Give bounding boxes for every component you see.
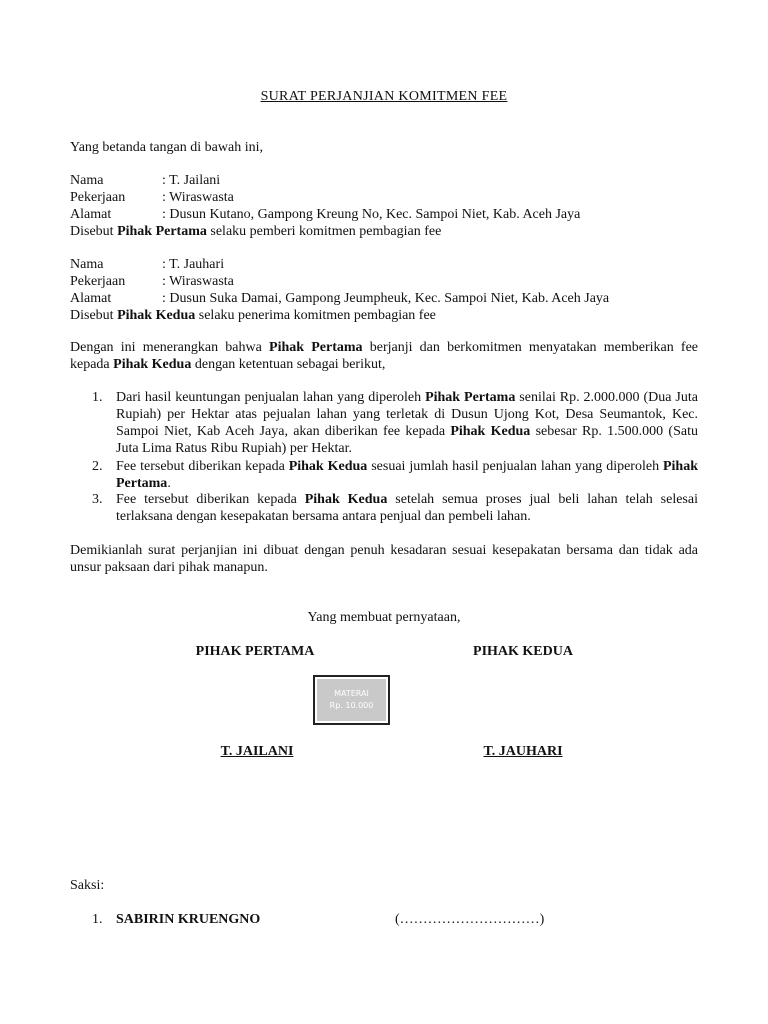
party1-name-label: Nama xyxy=(70,173,104,188)
party2-role-name: Pihak Kedua xyxy=(117,308,196,323)
party1-address-label: Alamat xyxy=(70,207,112,222)
term-item-1 xyxy=(92,389,698,457)
statement-paragraph: Dengan ini menerangkan bahwa Pihak Pertama berjanji dan berkomitmen menyatakan memberikan fee kepada Pihak Kedua dengan ketentuan sebagai berikut, xyxy=(70,340,698,372)
party1-job-value: : Wiraswasta xyxy=(162,190,234,205)
second-party-signatory: T. JAUHARI xyxy=(483,744,563,759)
witness-number: 1. xyxy=(92,912,103,927)
duty-stamp xyxy=(313,675,390,725)
witness-label: Saksi: xyxy=(70,878,105,893)
party2-address-label: Alamat xyxy=(70,291,112,306)
party1-role-name: Pihak Pertama xyxy=(117,224,207,239)
first-party-heading: PIHAK PERTAMA xyxy=(195,644,315,659)
stamp-label: MATERAI xyxy=(334,689,369,698)
term-number: 1. xyxy=(92,390,103,405)
second-party-heading: PIHAK KEDUA xyxy=(473,644,573,659)
party1-address-value: : Dusun Kutano, Gampong Kreung No, Kec. Sampoi Niet, Kab. Aceh Jaya xyxy=(162,207,581,222)
maker-caption: Yang membuat pernyataan, xyxy=(307,610,461,625)
closing-paragraph: Demikianlah surat perjanjian ini dibuat dengan penuh kesadaran sesuai kesepakatan bersama dan tidak ada unsur paksaan dari pihak manapun. xyxy=(70,543,698,575)
party1-job-label: Pekerjaan xyxy=(70,190,126,205)
document-title: SURAT PERJANJIAN KOMITMEN FEE xyxy=(260,89,508,104)
party2-name-label: Nama xyxy=(70,257,104,272)
term-text: Fee tersebut diberikan kepada Pihak Kedua sesuai jumlah hasil penjualan lahan yang diperoleh Pihak Pertama. xyxy=(116,459,698,491)
party2-name-value: : T. Jauhari xyxy=(162,257,225,272)
intro-text: Yang betanda tangan di bawah ini, xyxy=(70,140,263,155)
witness-signature-line: (…………………………) xyxy=(395,912,545,927)
term-number: 3. xyxy=(92,492,103,507)
term-text: Fee tersebut diberikan kepada Pihak Kedua setelah semua proses jual beli lahan telah selesai terlaksana dengan kesepakatan bersama antara penjual dan pembeli lahan. xyxy=(116,492,698,524)
first-party-signatory: T. JAILANI xyxy=(220,744,294,759)
term-item-2 xyxy=(92,458,698,492)
party2-address-value: : Dusun Suka Damai, Gampong Jeumpheuk, Kec. Sampoi Niet, Kab. Aceh Jaya xyxy=(162,291,610,306)
party1-name-value: : T. Jailani xyxy=(162,173,221,188)
term-item-3 xyxy=(92,491,698,525)
term-number: 2. xyxy=(92,459,103,474)
witness-name: SABIRIN KRUENGNO xyxy=(116,912,261,927)
party1-role: Disebut Pihak Pertama selaku pemberi komitmen pembagian fee xyxy=(70,224,442,239)
term-text: Dari hasil keuntungan penjualan lahan yang diperoleh Pihak Pertama senilai Rp. 2.000.000 (Dua Juta Rupiah) per Hektar atas pejualan lahan yang terletak di Dusun Ujong Kot, Desa Seumantok, Kec. Sampoi Niet, Kab Aceh Jaya, akan diberikan fee kepada Pihak Kedua sebesar Rp. 1.500.000 (Satu Juta Lima Ratus Ribu Rupiah) per Hektar. xyxy=(116,390,698,456)
stamp-value: Rp. 10.000 xyxy=(329,701,374,710)
party2-role: Disebut Pihak Kedua selaku penerima komitmen pembagian fee xyxy=(70,308,436,323)
party2-job-value: : Wiraswasta xyxy=(162,274,234,289)
party2-job-label: Pekerjaan xyxy=(70,274,126,289)
